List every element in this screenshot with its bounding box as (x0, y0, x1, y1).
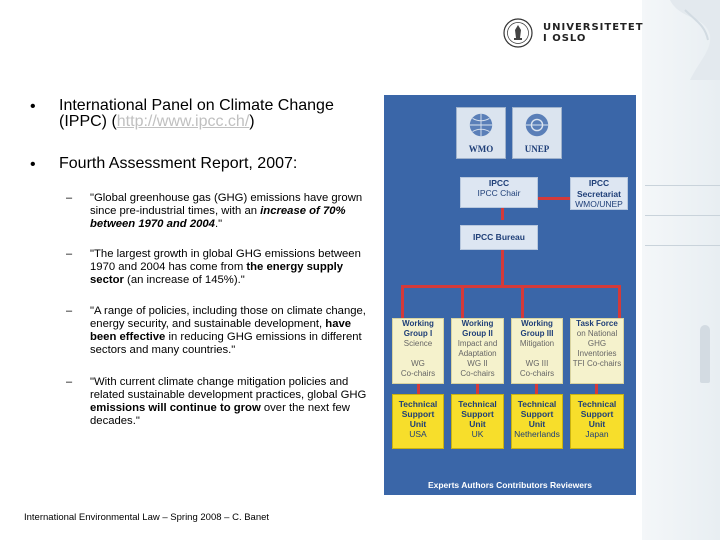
task-force-box (570, 318, 624, 384)
working-group-3-box (511, 318, 563, 384)
bullet-ipcc-text: International Panel on Climate Change (IPPC) ( (59, 97, 334, 130)
unep-logo (512, 107, 562, 159)
group-cochairs: Co-chairs (460, 369, 495, 378)
group-title: Group III (520, 329, 554, 338)
decorative-line (645, 215, 720, 216)
tsu-title: Unit (588, 419, 606, 429)
connector-line (417, 384, 420, 394)
ipcc-link[interactable]: http://www.ipcc.ch/ (116, 113, 250, 130)
quote-text: (an increase of 145%)." (123, 274, 245, 286)
working-group-1-box (392, 318, 444, 384)
decorative-side-strip (642, 0, 720, 540)
connector-line (521, 285, 524, 318)
quote-text: ." (214, 218, 223, 230)
box-text: WMO/UNEP (575, 199, 623, 209)
bullet-symbol: • (30, 98, 36, 115)
dash-symbol: – (66, 248, 73, 260)
chart-footer: Experts Authors Contributors Reviewers (427, 480, 593, 490)
connector-line (401, 285, 404, 318)
tsu-country: Japan (585, 429, 609, 439)
globe-icon (467, 111, 495, 139)
quote-text: in reducing GHG emissions in different sectors and many countries." (90, 331, 362, 356)
bullet-ipcc-close: ) (249, 113, 255, 130)
bullet-ipcc (59, 98, 379, 130)
group-subject: Science (403, 339, 433, 348)
quote-text: "Global greenhouse gas (GHG) emissions have grown since pre-industrial times, with an (90, 192, 363, 217)
box-title: IPCC (588, 178, 610, 188)
group-cochairs: WG (411, 359, 425, 368)
university-seal-icon (503, 18, 533, 48)
decorative-figure (700, 325, 710, 383)
group-title: Working (402, 319, 434, 328)
group-cochairs: WG II (467, 359, 488, 368)
group-subject: Impact and Adaptation (457, 339, 498, 358)
bullet-symbol: • (30, 156, 36, 173)
logo-line-2: I OSLO (543, 33, 587, 44)
connector-line (595, 384, 598, 394)
tsu-japan-box (570, 394, 624, 449)
statue-watermark (650, 0, 720, 80)
group-title: Task Force (576, 319, 618, 328)
group-cochairs: Co-chairs (519, 369, 555, 378)
working-group-2-box (451, 318, 504, 384)
ipcc-chair-box (460, 177, 538, 208)
tsu-country: Netherlands (514, 429, 560, 439)
quote-energy-supply (90, 248, 375, 287)
tsu-title: Unit (528, 419, 546, 429)
slide-footer: International Environmental Law – Spring 2008 – C. Banet (24, 512, 270, 523)
box-text: IPCC Chair (477, 188, 521, 198)
tsu-usa-box (392, 394, 444, 449)
quote-emphasis: increase of 70% between 1970 and 2004 (90, 205, 346, 230)
box-title: IPCC (488, 178, 510, 188)
group-title: Working (461, 319, 494, 328)
quote-text: "With current climate change mitigation policies and related sustainable development practices, global GHG (90, 376, 367, 401)
dash-symbol: – (66, 305, 73, 317)
group-title: Group II (462, 329, 493, 338)
tsu-country: USA (409, 429, 427, 439)
ipcc-bureau-box: IPCC Bureau (460, 225, 538, 250)
group-cochairs: TFI Co-chairs (572, 359, 622, 368)
ipcc-structure-chart (384, 95, 636, 495)
ipcc-secretariat-box (570, 177, 628, 210)
connector-line (618, 285, 621, 318)
quote-emphasis: the energy supply sector (90, 261, 344, 286)
tsu-title: Support (580, 409, 614, 419)
tsu-title: Technical (398, 399, 438, 409)
group-title: Group I (403, 329, 433, 338)
tsu-title: Technical (577, 399, 617, 409)
quote-text: "A range of policies, including those on climate change, energy security, and sustainable development, (90, 305, 366, 330)
connector-line (461, 285, 464, 318)
tsu-netherlands-box (511, 394, 563, 449)
dash-symbol: – (66, 376, 73, 388)
group-cochairs: Co-chairs (400, 369, 436, 378)
quote-text: "The largest growth in global GHG emissions between 1970 and 2004 has come from (90, 248, 361, 273)
wmo-logo (456, 107, 506, 159)
unep-label: UNEP (524, 144, 550, 154)
quote-emphasis: have been effective (90, 318, 352, 343)
quote-emissions-increase (90, 192, 375, 231)
wmo-label: WMO (468, 144, 494, 154)
group-title: Working (521, 319, 553, 328)
bullet-fourth-report: Fourth Assessment Report, 2007: (59, 155, 298, 172)
tsu-title: Unit (409, 419, 427, 429)
tsu-title: Support (520, 409, 554, 419)
group-cochairs: WG III (525, 359, 549, 368)
quote-emphasis: emissions will continue to grow (90, 402, 261, 414)
group-subject: on National GHG Inventories (576, 329, 618, 358)
connector-line (476, 384, 479, 394)
quote-policies (90, 305, 375, 357)
tsu-title: Unit (469, 419, 486, 429)
connector-line (535, 384, 538, 394)
tsu-country: UK (471, 429, 484, 439)
tsu-title: Support (401, 409, 435, 419)
quote-text: over the next few decades." (90, 402, 350, 427)
tsu-title: Technical (517, 399, 557, 409)
group-subject: Mitigation (519, 339, 555, 348)
tsu-uk-box (451, 394, 504, 449)
university-logo (503, 15, 644, 51)
tsu-title: Technical (458, 399, 497, 409)
box-title: Secretariat (577, 188, 621, 199)
decorative-line (645, 185, 720, 186)
connector-line (501, 250, 504, 285)
tsu-title: Support (461, 409, 494, 419)
decorative-line (645, 245, 720, 246)
logo-line-1: UNIVERSITETET (543, 22, 644, 33)
connector-line (501, 208, 504, 220)
quote-continue-grow (90, 376, 375, 428)
dash-symbol: – (66, 192, 73, 204)
globe-icon (523, 111, 551, 139)
connector-line (401, 285, 621, 288)
